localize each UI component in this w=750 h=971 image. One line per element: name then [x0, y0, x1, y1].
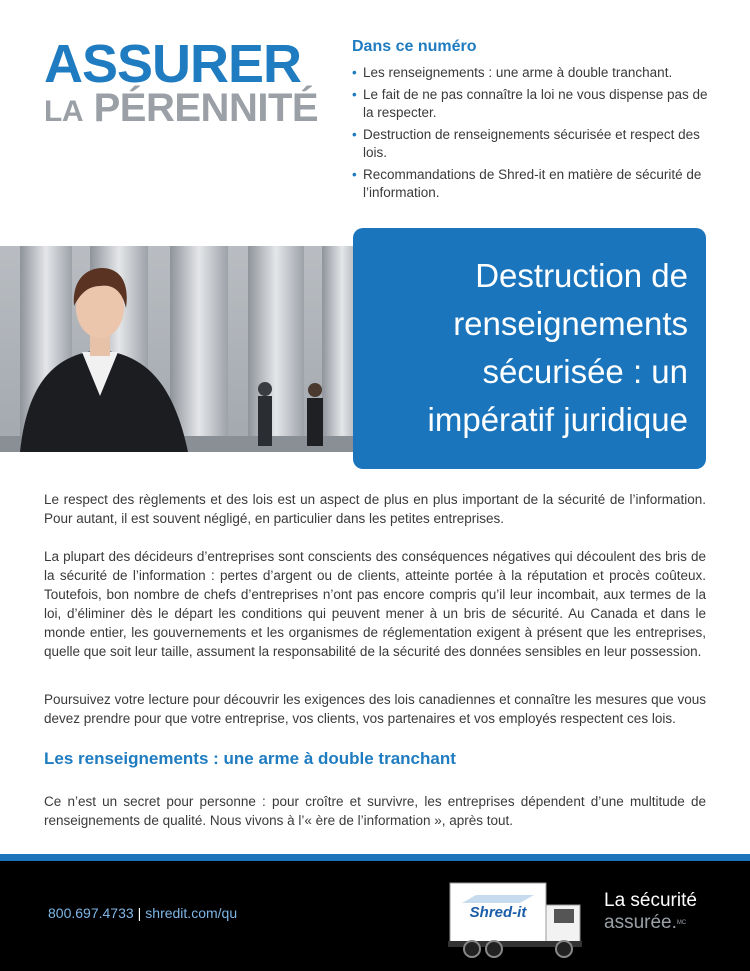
masthead-subtitle: [44, 86, 318, 134]
headline: [368, 252, 688, 444]
headline-line: sécurisée : un: [482, 353, 688, 390]
intro-paragraph: Le respect des règlements et des lois est un aspect de plus en plus important de la sécurité de l’information. Pour autant, il est souvent négligé, en particulier dans les petites entreprises.: [44, 492, 706, 526]
truck-logo-text: Shred-it: [469, 904, 527, 921]
masthead-subtitle-perennite: PÉRENNITÉ: [93, 86, 319, 130]
footer: [0, 861, 750, 971]
toc-item: • Le fait de ne pas connaître la loi ne vous dispense pas de la respecter.: [352, 86, 712, 123]
toc-item: • Recommandations de Shred-it en matière de sécurité de l’information.: [352, 166, 712, 203]
masthead-subtitle-la: LA: [44, 95, 83, 128]
headline-line: impératif juridique: [427, 401, 688, 438]
tagline-line2: [604, 912, 697, 934]
footer-stripe: [0, 854, 750, 861]
headline-line: renseignements: [453, 305, 688, 342]
headline-line: Destruction de: [475, 257, 688, 294]
section-heading: Les renseignements : une arme à double tranchant: [44, 749, 456, 768]
paragraph-decision-makers: La plupart des décideurs d’entreprises sont conscients des conséquences négatives qui découlent des bris de la sécurité de l’information : pertes d’argent ou de clients, atteinte portée à la réputation et procès coûteux. Toutefois, bon nombre de chefs d’entreprises n’ont pas encore compris qu’il leur incombait, aux termes de la loi, d’éliminer dès le départ les conditions qui peuvent mener à un bris de sécurité. Au Canada et dans le monde entier, les gouvernements et les organismes de réglementation exigent à présent que les entreprises, quelle que soit leur taille, assument la responsabilité de la sécurité des données sensibles en leur possession.: [44, 549, 706, 659]
trademark-mark: MC: [676, 920, 687, 926]
phone-number[interactable]: 800.697.4733: [48, 905, 134, 921]
toc-item: • Les renseignements : une arme à double tranchant.: [352, 64, 712, 83]
toc-item: • Destruction de renseignements sécurisée et respect des lois.: [352, 126, 712, 163]
photo-illustration: [0, 246, 362, 452]
tagline-line2-text: assurée.: [604, 912, 677, 933]
paragraph-information-age: Ce n’est un secret pour personne : pour croître et survivre, les entreprises dépendent d’une multitude de renseignements de qualité. Nous vivons à l’« ère de l’information », après tout.: [44, 794, 706, 828]
shred-it-truck-logo: [446, 877, 596, 959]
masthead-title: ASSURER: [44, 34, 302, 94]
toc-heading: Dans ce numéro: [352, 38, 477, 55]
toc-list: [352, 64, 712, 203]
headline-box: [353, 228, 706, 469]
table-of-contents: [352, 38, 712, 206]
contact-separator: |: [137, 905, 142, 921]
paragraph-read-on: Poursuivez votre lecture pour découvrir les exigences des lois canadiennes et connaître les mesures que vous devez prendre pour que votre entreprise, vos clients, vos partenaires et vos employés respectent ces lois.: [44, 692, 706, 726]
tagline: [604, 890, 697, 934]
website-link[interactable]: shredit.com/qu: [145, 905, 238, 921]
tagline-line1: La sécurité: [604, 890, 697, 911]
footer-contact: [48, 905, 237, 921]
businesswoman-photo: [0, 246, 362, 452]
